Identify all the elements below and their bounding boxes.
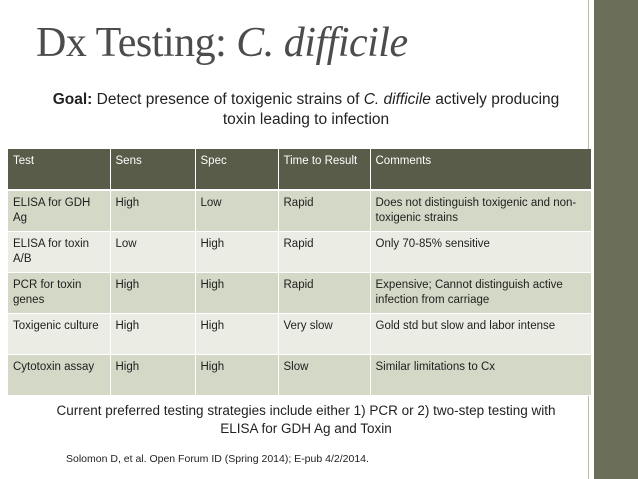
cell-spec: High (195, 355, 278, 396)
goal-statement (46, 90, 566, 130)
cell-comments: Only 70-85% sensitive (370, 232, 591, 273)
cell-spec: High (195, 232, 278, 273)
cell-time: Slow (278, 355, 370, 396)
table-row (8, 273, 591, 314)
header-time-to-result: Time to Result (278, 149, 370, 190)
cell-comments: Does not distinguish toxigenic and non-toxigenic strains (370, 190, 591, 232)
cell-time: Rapid (278, 190, 370, 232)
cell-comments: Similar limitations to Cx (370, 355, 591, 396)
table-row (8, 355, 591, 396)
table-row (8, 190, 591, 232)
cell-time: Rapid (278, 232, 370, 273)
table-row (8, 232, 591, 273)
citation: Solomon D, et al. Open Forum ID (Spring 2014); E-pub 4/2/2014. (66, 453, 369, 465)
header-comments: Comments (370, 149, 591, 190)
header-sens: Sens (110, 149, 195, 190)
cell-test: Toxigenic culture (8, 314, 110, 355)
cell-test: PCR for toxin genes (8, 273, 110, 314)
header-spec: Spec (195, 149, 278, 190)
cell-comments: Gold std but slow and labor intense (370, 314, 591, 355)
header-test: Test (8, 149, 110, 190)
cell-test: Cytotoxin assay (8, 355, 110, 396)
title-main: Dx Testing: (36, 20, 237, 66)
cell-sens: Low (110, 232, 195, 273)
cell-test: ELISA for GDH Ag (8, 190, 110, 232)
cell-comments: Expensive; Cannot distinguish active infection from carriage (370, 273, 591, 314)
table-row (8, 314, 591, 355)
cell-time: Very slow (278, 314, 370, 355)
goal-text-post: actively producing toxin leading to infection (222, 91, 560, 128)
cell-spec: High (195, 314, 278, 355)
goal-label: Goal: (52, 91, 93, 108)
table-header-row (8, 149, 591, 190)
testing-strategy-note: Current preferred testing strategies include either 1) PCR or 2) two-step testing with ELISA for GDH Ag and Toxin (56, 403, 556, 436)
diagnostic-tests-table (8, 149, 592, 396)
cell-sens: High (110, 190, 195, 232)
cell-time: Rapid (278, 273, 370, 314)
cell-spec: Low (195, 190, 278, 232)
side-accent-bar (594, 0, 638, 479)
cell-spec: High (195, 273, 278, 314)
slide-title (36, 22, 408, 64)
goal-organism: C. difficile (363, 91, 431, 108)
cell-sens: High (110, 273, 195, 314)
cell-sens: High (110, 314, 195, 355)
title-organism: C. difficile (236, 20, 408, 66)
cell-test: ELISA for toxin A/B (8, 232, 110, 273)
cell-sens: High (110, 355, 195, 396)
goal-text-pre: Detect presence of toxigenic strains of (92, 91, 364, 108)
